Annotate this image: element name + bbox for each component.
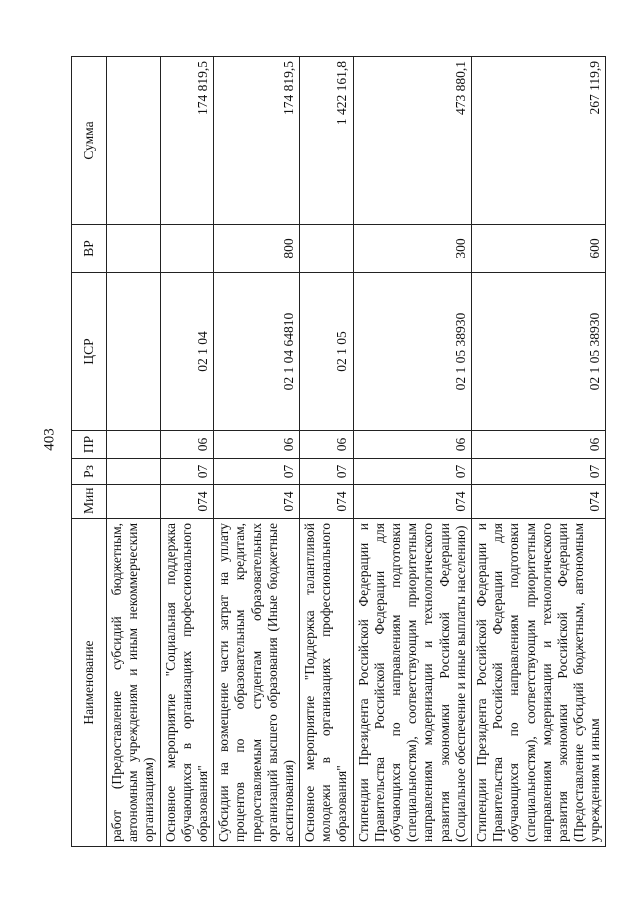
row-name: Основное мероприятие "Социальная поддержка обучающихся в организациях профессионального образования" [160, 519, 214, 847]
budget-table [71, 56, 606, 847]
header-min: Мин [72, 485, 107, 519]
row-sum: 1 422 161,8 [300, 57, 354, 225]
row-name: Стипендии Президента Российской Федерации и Правительства Российской Федерации для обучающихся по направлениям подготовки (специальностям), соответствующим приоритетным направлениям модернизации и технологического развития экономики Российской Федерации (Предоставление субсидий бюджетным, автономным учреждениям и иным [471, 519, 606, 847]
header-pr: ПР [72, 431, 107, 459]
row-sum: 473 880,1 [353, 57, 471, 225]
table-row [160, 57, 214, 847]
row-rz: 07 [214, 459, 300, 485]
row-sum: 267 119,9 [471, 57, 606, 225]
header-csr: ЦСР [72, 273, 107, 431]
row-csr: 02 1 05 38930 [353, 273, 471, 431]
row-vr: 300 [353, 225, 471, 273]
row-vr [107, 225, 161, 273]
budget-table-container [71, 57, 603, 847]
table-row [353, 57, 471, 847]
row-rz: 07 [160, 459, 214, 485]
row-name: работ (Предоставление субсидий бюджетным, автономным учреждениям и иным некоммерческим организациям) [107, 519, 161, 847]
page-number: 403 [41, 428, 58, 451]
row-min: 074 [214, 485, 300, 519]
row-rz: 07 [353, 459, 471, 485]
row-min: 074 [300, 485, 354, 519]
row-min: 074 [471, 485, 606, 519]
row-vr [160, 225, 214, 273]
row-csr: 02 1 05 38930 [471, 273, 606, 431]
row-pr: 06 [160, 431, 214, 459]
table-row [107, 57, 161, 847]
row-rz [107, 459, 161, 485]
row-pr [107, 431, 161, 459]
row-min: 074 [353, 485, 471, 519]
row-rz: 07 [471, 459, 606, 485]
row-vr [300, 225, 354, 273]
row-name: Субсидии на возмещение части затрат на уплату процентов по образовательным кредитам, предоставляемым студентам образовательных организаций высшего образования (Иные бюджетные ассигнования) [214, 519, 300, 847]
row-sum [107, 57, 161, 225]
row-name: Основное мероприятие "Поддержка талантливой молодежи в организациях профессионального образования" [300, 519, 354, 847]
row-rz: 07 [300, 459, 354, 485]
header-vr: ВР [72, 225, 107, 273]
table-row [300, 57, 354, 847]
row-csr: 02 1 04 [160, 273, 214, 431]
header-rz: Рз [72, 459, 107, 485]
table-row [214, 57, 300, 847]
row-sum: 174 819,5 [160, 57, 214, 225]
header-row [72, 57, 107, 847]
row-pr: 06 [214, 431, 300, 459]
header-sum: Сумма [72, 57, 107, 225]
row-vr: 600 [471, 225, 606, 273]
row-csr: 02 1 05 [300, 273, 354, 431]
row-pr: 06 [353, 431, 471, 459]
row-min [107, 485, 161, 519]
row-csr: 02 1 04 64810 [214, 273, 300, 431]
header-name: Наименование [72, 519, 107, 847]
row-name: Стипендии Президента Российской Федерации и Правительства Российской Федерации для обучающихся по направлениям подготовки (специальностям), соответствующим приоритетным направлениям модернизации и технологического развития экономики Российской Федерации (Социальное обеспечение и иные выплаты населению) [353, 519, 471, 847]
row-pr: 06 [300, 431, 354, 459]
row-sum: 174 819,5 [214, 57, 300, 225]
row-csr [107, 273, 161, 431]
table-row [471, 57, 606, 847]
row-pr: 06 [471, 431, 606, 459]
row-min: 074 [160, 485, 214, 519]
row-vr: 800 [214, 225, 300, 273]
